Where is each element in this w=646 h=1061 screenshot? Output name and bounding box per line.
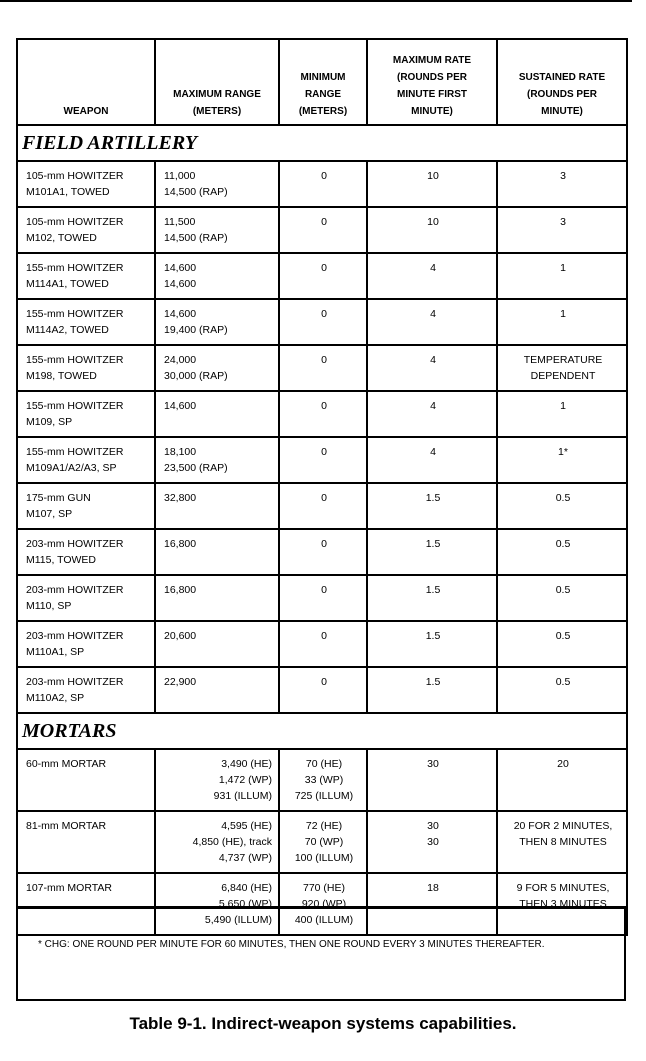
weapon-cell: 155-mm HOWITZER M109A1/A2/A3, SP	[17, 437, 155, 483]
max-rate-cell: 4	[367, 299, 497, 345]
max-range-cell: 16,800	[155, 529, 279, 575]
sustained-rate-cell: 0.5	[497, 529, 627, 575]
footnote-text: * CHG: ONE ROUND PER MINUTE FOR 60 MINUTES, THEN ONE ROUND EVERY 3 MINUTES THEREAFTER.	[38, 939, 545, 950]
weapon-cell: 107-mm MORTAR	[17, 873, 155, 935]
sustained-rate-cell: 0.5	[497, 667, 627, 713]
max-rate-cell: 4	[367, 345, 497, 391]
max-rate-cell: 10	[367, 207, 497, 253]
sustained-rate-cell: 9 FOR 5 MINUTES, THEN 3 MINUTES	[497, 873, 627, 935]
artillery-row	[17, 575, 627, 621]
section-mortars: MORTARS	[17, 713, 627, 749]
min-range-cell: 0	[279, 391, 367, 437]
artillery-row	[17, 667, 627, 713]
artillery-row	[17, 299, 627, 345]
min-range-cell: 0	[279, 299, 367, 345]
artillery-row	[17, 391, 627, 437]
max-rate-cell: 30	[367, 749, 497, 811]
max-range-cell: 6,840 (HE) 5,650 (WP) 5,490 (ILLUM)	[155, 873, 279, 935]
weapon-cell: 155-mm HOWITZER M109, SP	[17, 391, 155, 437]
max-range-cell: 3,490 (HE) 1,472 (WP) 931 (ILLUM)	[155, 749, 279, 811]
mortar-row	[17, 749, 627, 811]
max-range-cell: 4,595 (HE) 4,850 (HE), track 4,737 (WP)	[155, 811, 279, 873]
weapon-cell: 155-mm HOWITZER M198, TOWED	[17, 345, 155, 391]
max-range-cell: 14,600	[155, 391, 279, 437]
max-rate-cell: 1.5	[367, 575, 497, 621]
max-rate-cell: 1.5	[367, 483, 497, 529]
weapon-cell: 155-mm HOWITZER M114A2, TOWED	[17, 299, 155, 345]
min-range-cell: 0	[279, 253, 367, 299]
header-min-range: MINIMUM RANGE (METERS)	[279, 39, 367, 125]
header-sustained-rate: SUSTAINED RATE (ROUNDS PER MINUTE)	[497, 39, 627, 125]
max-rate-cell: 10	[367, 161, 497, 207]
min-range-cell: 72 (HE) 70 (WP) 100 (ILLUM)	[279, 811, 367, 873]
weapon-cell: 203-mm HOWITZER M110A1, SP	[17, 621, 155, 667]
max-rate-cell: 4	[367, 253, 497, 299]
sustained-rate-cell: TEMPERATURE DEPENDENT	[497, 345, 627, 391]
min-range-cell: 770 (HE) 920 (WP) 400 (ILLUM)	[279, 873, 367, 935]
max-rate-cell: 30 30	[367, 811, 497, 873]
header-weapon: WEAPON	[17, 39, 155, 125]
sustained-rate-cell: 1*	[497, 437, 627, 483]
max-range-cell: 24,000 30,000 (RAP)	[155, 345, 279, 391]
weapon-cell: 105-mm HOWITZER M102, TOWED	[17, 207, 155, 253]
min-range-cell: 0	[279, 483, 367, 529]
sustained-rate-cell: 3	[497, 207, 627, 253]
min-range-cell: 0	[279, 529, 367, 575]
max-range-cell: 11,500 14,500 (RAP)	[155, 207, 279, 253]
max-rate-cell: 4	[367, 391, 497, 437]
footnote-box	[16, 906, 626, 1001]
weapon-cell: 203-mm HOWITZER M115, TOWED	[17, 529, 155, 575]
sustained-rate-cell: 0.5	[497, 621, 627, 667]
weapon-cell: 105-mm HOWITZER M101A1, TOWED	[17, 161, 155, 207]
max-rate-cell: 4	[367, 437, 497, 483]
min-range-cell: 0	[279, 345, 367, 391]
sustained-rate-cell: 0.5	[497, 575, 627, 621]
min-range-cell: 0	[279, 437, 367, 483]
artillery-row	[17, 621, 627, 667]
sustained-rate-cell: 20 FOR 2 MINUTES, THEN 8 MINUTES	[497, 811, 627, 873]
weapon-systems-table	[16, 38, 628, 936]
sustained-rate-cell: 1	[497, 391, 627, 437]
max-range-cell: 22,900	[155, 667, 279, 713]
max-rate-cell: 1.5	[367, 667, 497, 713]
header-row	[17, 39, 627, 125]
max-range-cell: 32,800	[155, 483, 279, 529]
table-caption: Table 9-1. Indirect-weapon systems capabilities.	[129, 1014, 517, 1033]
weapon-cell: 175-mm GUN M107, SP	[17, 483, 155, 529]
section-field-artillery: FIELD ARTILLERY	[17, 125, 627, 161]
min-range-cell: 0	[279, 621, 367, 667]
artillery-row	[17, 437, 627, 483]
artillery-row	[17, 253, 627, 299]
sustained-rate-cell: 3	[497, 161, 627, 207]
artillery-row	[17, 483, 627, 529]
mortar-row	[17, 811, 627, 873]
min-range-cell: 0	[279, 667, 367, 713]
max-range-cell: 11,000 14,500 (RAP)	[155, 161, 279, 207]
min-range-cell: 0	[279, 575, 367, 621]
top-rule	[0, 0, 632, 2]
max-rate-cell: 1.5	[367, 621, 497, 667]
min-range-cell: 0	[279, 207, 367, 253]
header-max-range: MAXIMUM RANGE (METERS)	[155, 39, 279, 125]
sustained-rate-cell: 20	[497, 749, 627, 811]
weapon-cell: 60-mm MORTAR	[17, 749, 155, 811]
max-range-cell: 14,600 19,400 (RAP)	[155, 299, 279, 345]
min-range-cell: 0	[279, 161, 367, 207]
header-max-rate: MAXIMUM RATE (ROUNDS PER MINUTE FIRST MINUTE)	[367, 39, 497, 125]
sustained-rate-cell: 1	[497, 253, 627, 299]
weapon-cell: 155-mm HOWITZER M114A1, TOWED	[17, 253, 155, 299]
artillery-row	[17, 207, 627, 253]
artillery-row	[17, 161, 627, 207]
max-range-cell: 20,600	[155, 621, 279, 667]
sustained-rate-cell: 0.5	[497, 483, 627, 529]
artillery-row	[17, 345, 627, 391]
max-range-cell: 14,600 14,600	[155, 253, 279, 299]
max-range-cell: 16,800	[155, 575, 279, 621]
max-rate-cell: 1.5	[367, 529, 497, 575]
max-range-cell: 18,100 23,500 (RAP)	[155, 437, 279, 483]
weapon-cell: 203-mm HOWITZER M110A2, SP	[17, 667, 155, 713]
sustained-rate-cell: 1	[497, 299, 627, 345]
max-rate-cell: 18	[367, 873, 497, 935]
artillery-row	[17, 529, 627, 575]
weapon-cell: 81-mm MORTAR	[17, 811, 155, 873]
min-range-cell: 70 (HE) 33 (WP) 725 (ILLUM)	[279, 749, 367, 811]
weapon-cell: 203-mm HOWITZER M110, SP	[17, 575, 155, 621]
